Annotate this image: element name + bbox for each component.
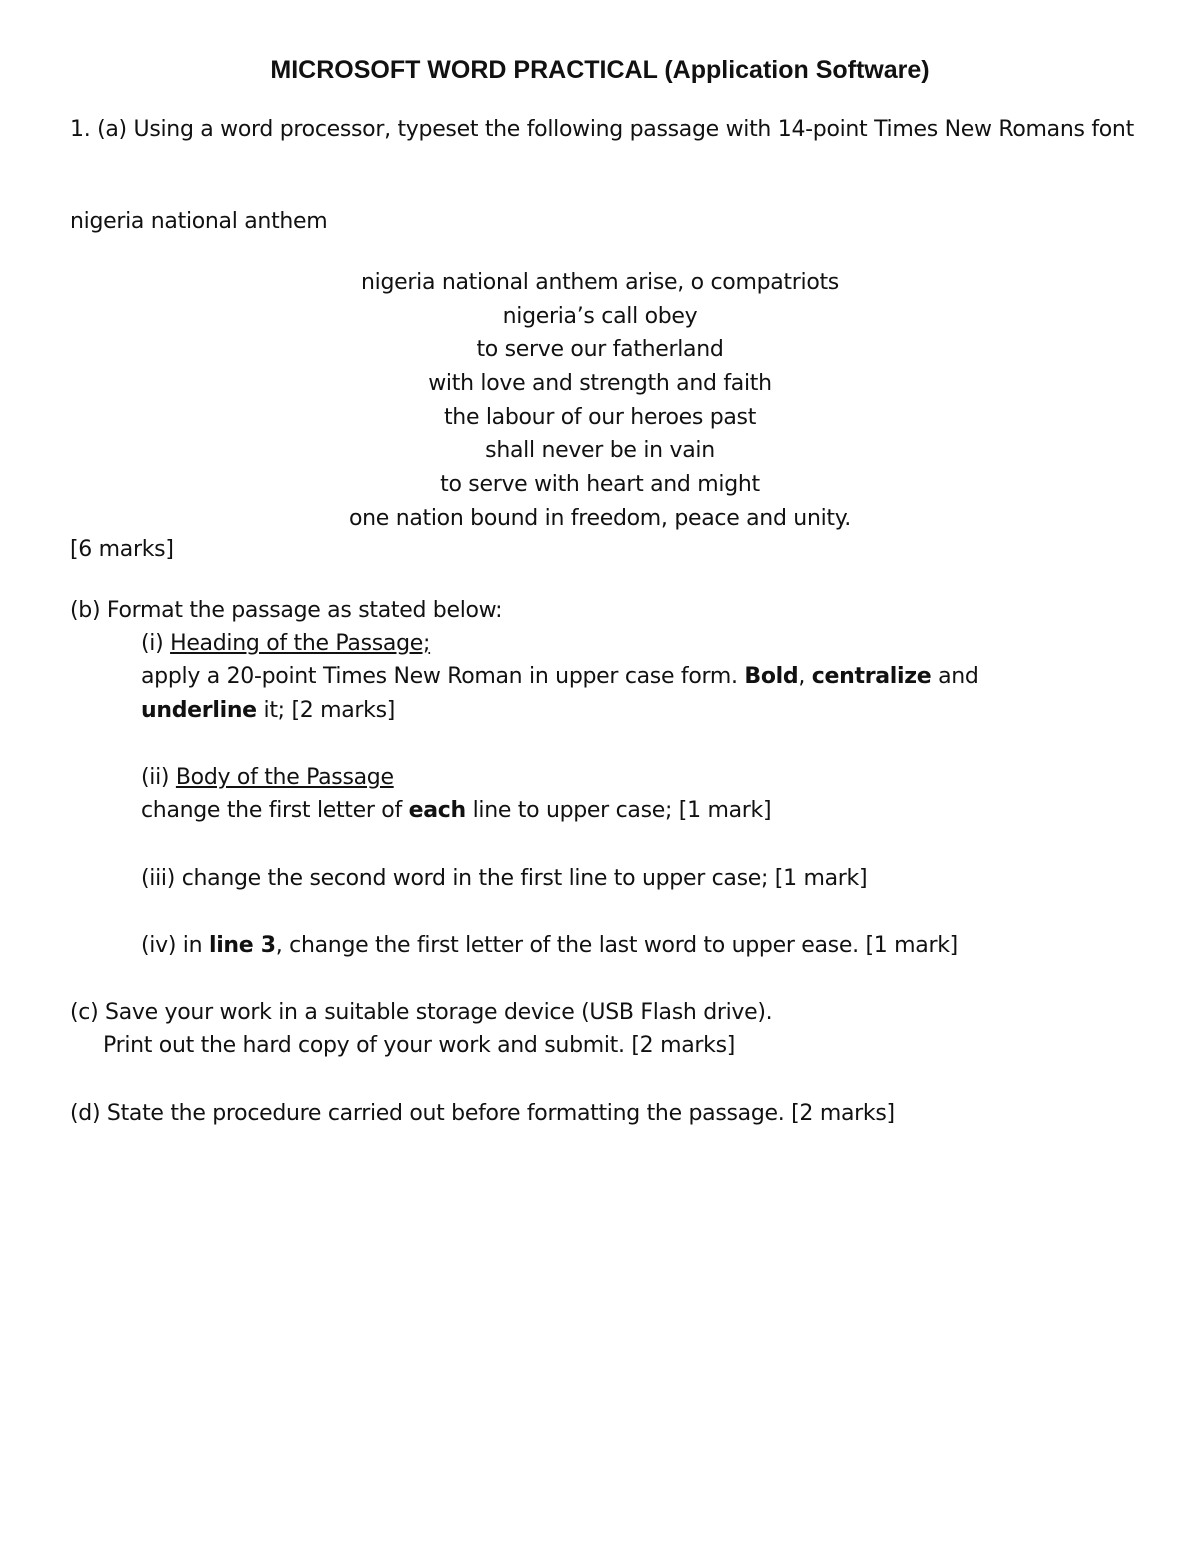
instruction-text: , change the first letter of the last word to upper ease. [1 mark] (275, 933, 958, 958)
part-b-i-instruction-cont (141, 694, 395, 727)
page-title: MICROSOFT WORD PRACTICAL (Application Software) (270, 56, 930, 84)
part-d: (d) State the procedure carried out before formatting the passage. [2 marks] (70, 1101, 895, 1126)
anthem-line: nigeria’s call obey (502, 303, 698, 329)
part-b-i-instruction (141, 660, 979, 693)
instruction-bold: underline (141, 698, 257, 723)
part-b-ii-instruction (141, 794, 771, 827)
instruction-text: change the first letter of (141, 798, 409, 823)
part-b-iv-instruction (141, 929, 958, 962)
instruction-text: and (931, 664, 979, 689)
instruction-text: apply a 20-point Times New Roman in upper case form. (141, 664, 745, 689)
part-b-i-heading (141, 627, 430, 660)
anthem-line: to serve with heart and might (440, 472, 760, 498)
instruction-bold: Bold (744, 664, 799, 689)
part-b-i-title: Heading of the Passage; (170, 631, 431, 656)
instruction-bold: centralize (811, 664, 932, 689)
instruction-bold: each (408, 798, 466, 823)
part-b-ii-title: Body of the Passage (175, 765, 394, 790)
instruction-text: line to upper case; [1 mark] (465, 798, 772, 823)
part-c-line-2: Print out the hard copy of your work and submit. [2 marks] (103, 1033, 736, 1058)
part-b-iii-instruction: (iii) change the second word in the first line to upper case; [1 mark] (141, 866, 868, 891)
instruction-text: it; [2 marks] (256, 698, 396, 723)
part-b-ii-label: (ii) (141, 765, 176, 790)
anthem-line: with love and strength and faith (428, 371, 772, 397)
part-b-intro: (b) Format the passage as stated below: (70, 598, 503, 623)
part-b-i-label: (i) (141, 631, 171, 656)
part-c-line-1: (c) Save your work in a suitable storage device (USB Flash drive). (70, 1000, 773, 1025)
anthem-lines (0, 266, 1200, 536)
passage-marks: [6 marks] (70, 537, 174, 562)
question-1a: 1. (a) Using a word processor, typeset the following passage with 14-point Times New Romans font (70, 117, 1134, 142)
anthem-line: to serve our fatherland (476, 337, 724, 363)
anthem-line: one nation bound in freedom, peace and unity. (348, 505, 852, 531)
anthem-line: shall never be in vain (485, 438, 715, 464)
instruction-text: , (798, 664, 812, 689)
anthem-line: nigeria national anthem arise, o compatriots (361, 270, 839, 295)
instruction-text: (iv) in (141, 933, 209, 958)
part-b-ii-heading (141, 761, 394, 794)
instruction-bold: line 3 (208, 933, 276, 958)
anthem-line: the labour of our heroes past (443, 404, 757, 430)
passage-heading: nigeria national anthem (70, 209, 328, 234)
